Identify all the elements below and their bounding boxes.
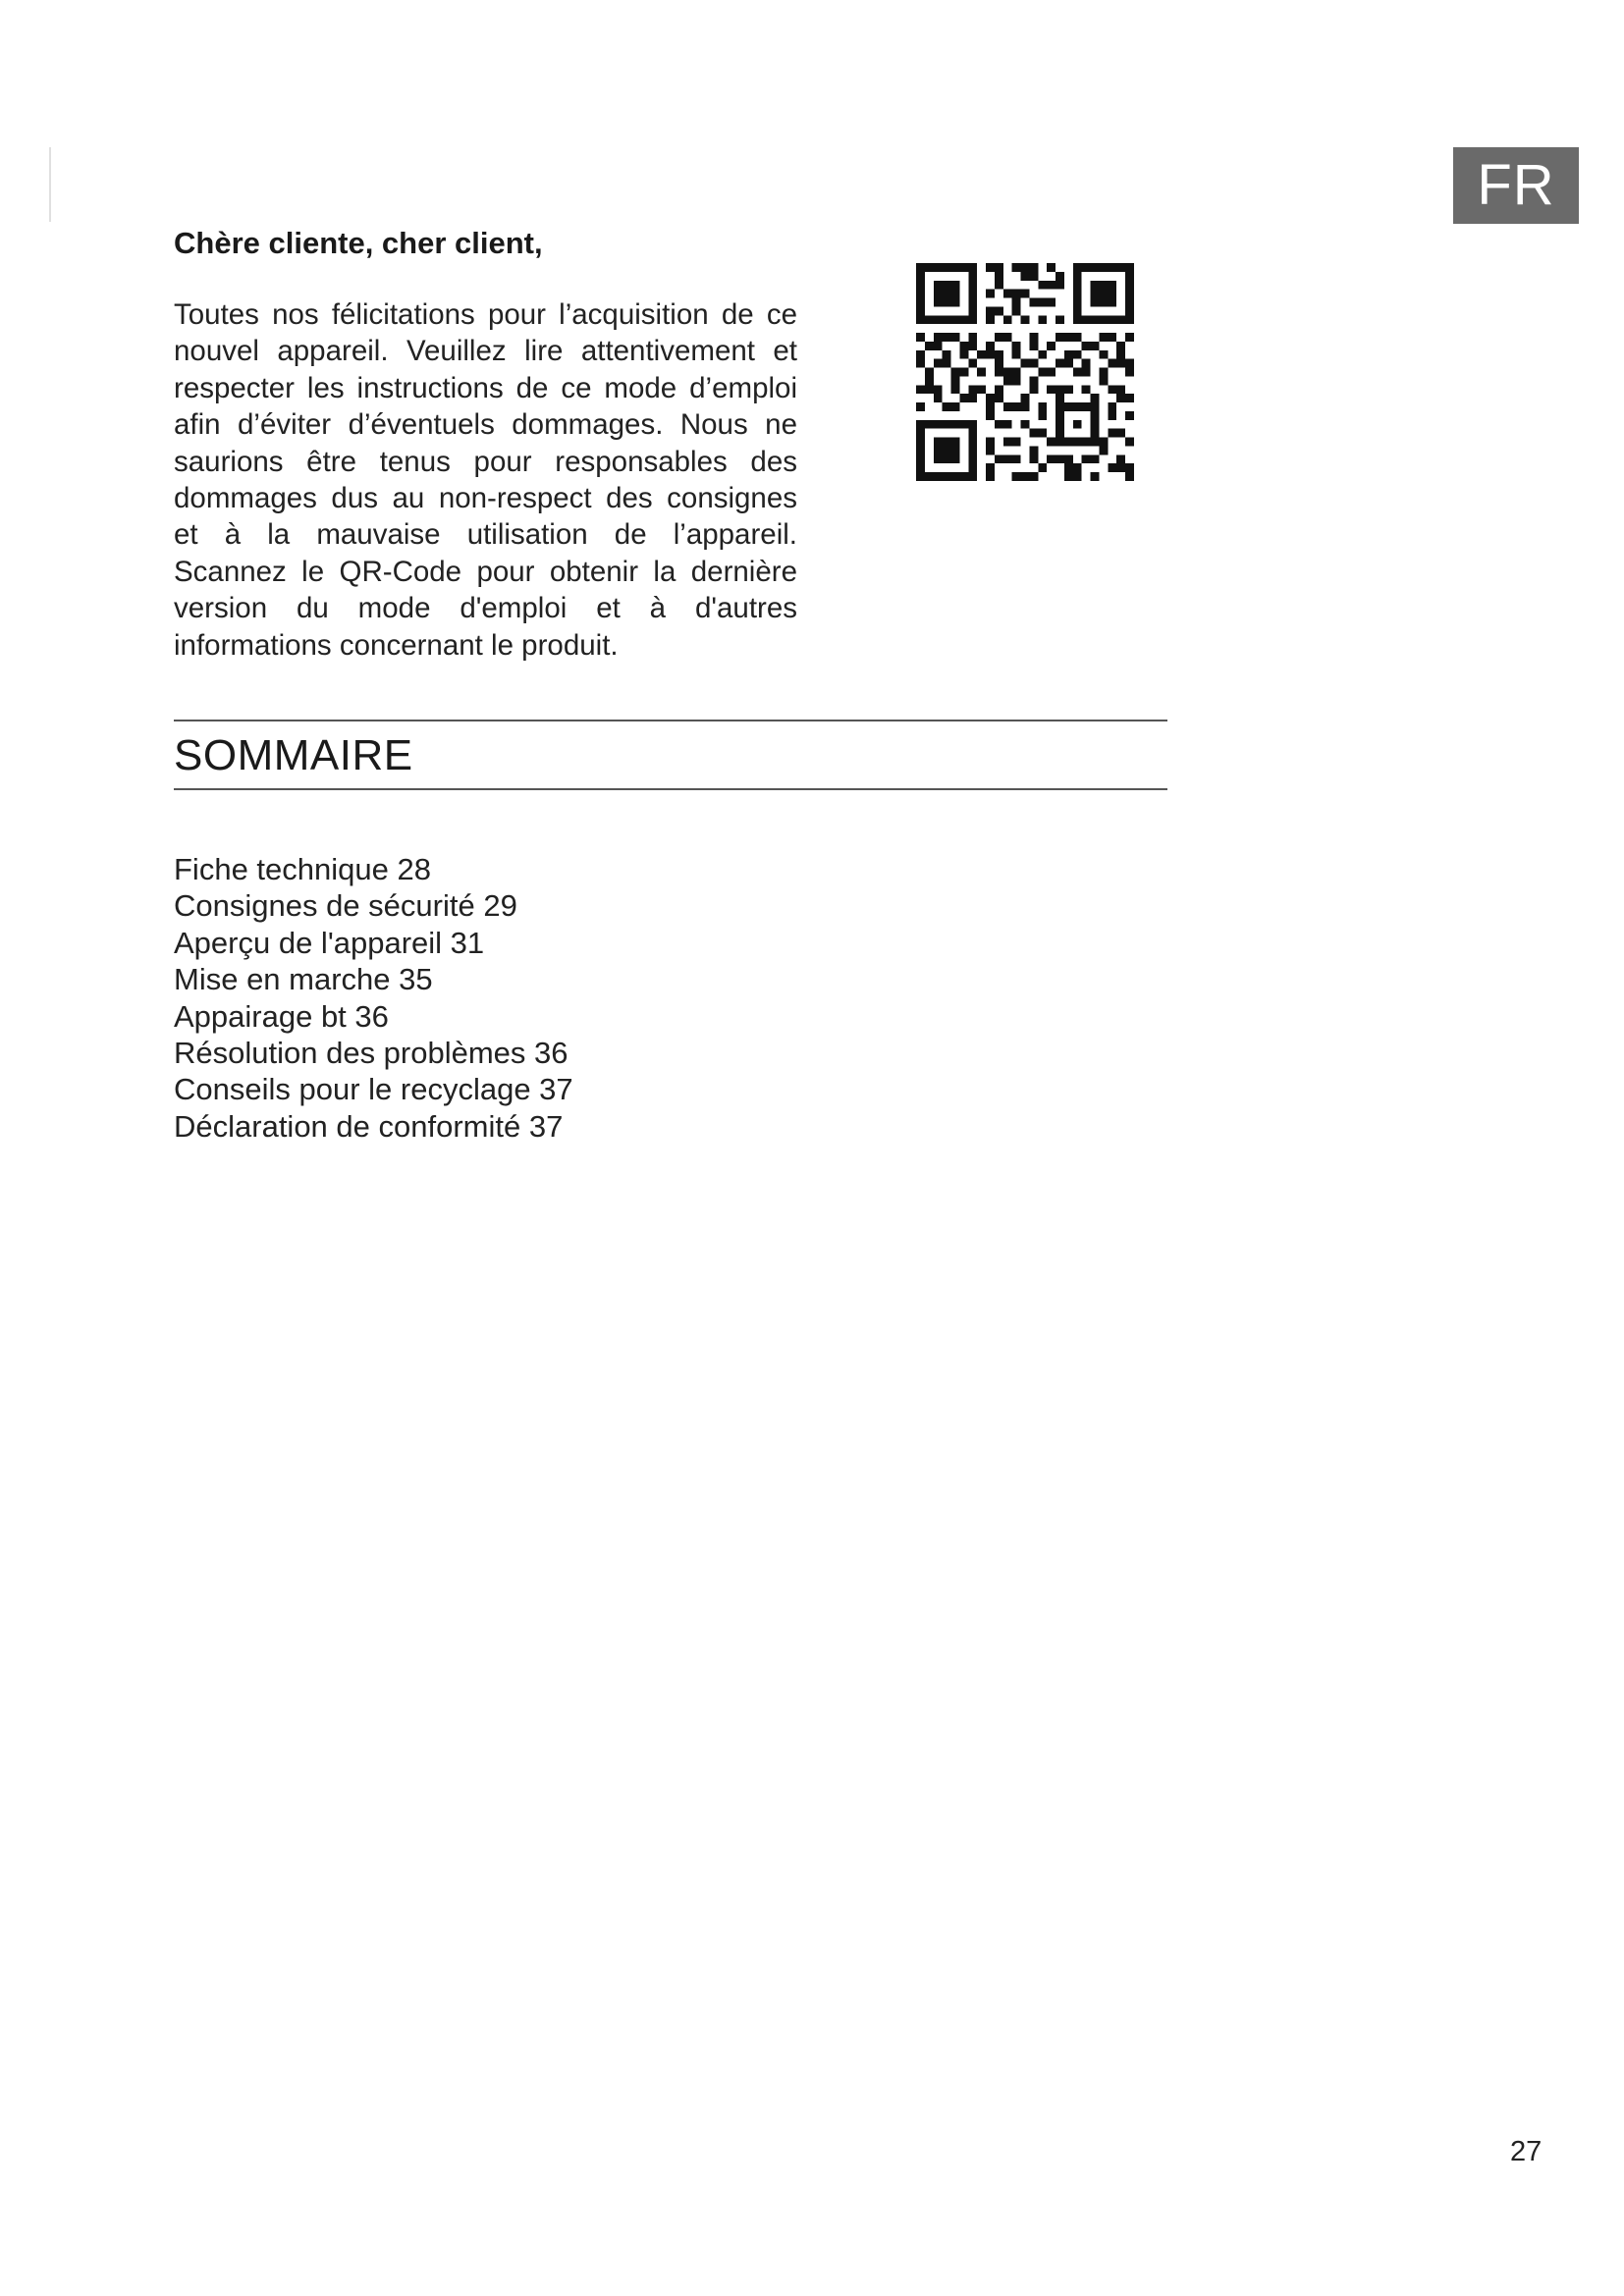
- toc-title: SOMMAIRE: [174, 731, 413, 779]
- toc-item[interactable]: Déclaration de conformité 37: [174, 1108, 564, 1144]
- toc-item[interactable]: Résolution des problèmes 36: [174, 1036, 568, 1071]
- greeting: Chère cliente, cher client,: [174, 226, 543, 260]
- toc-item[interactable]: Consignes de sécurité 29: [174, 888, 517, 924]
- qr-code-icon: [916, 263, 1134, 481]
- toc-item[interactable]: Appairage bt 36: [174, 998, 389, 1034]
- toc-bottom-rule: [174, 788, 1167, 790]
- toc-item[interactable]: Fiche technique 28: [174, 852, 431, 886]
- toc-list: [174, 851, 573, 1145]
- toc-item[interactable]: Mise en marche 35: [174, 962, 433, 997]
- page-number: 27: [1510, 2136, 1543, 2167]
- toc-item[interactable]: Conseils pour le recyclage 37: [174, 1072, 573, 1107]
- toc-item[interactable]: Aperçu de l'appareil 31: [174, 925, 485, 960]
- toc-top-rule: [174, 720, 1167, 721]
- margin-line: [49, 147, 51, 222]
- language-tab: FR: [1453, 147, 1579, 224]
- intro-paragraph: Toutes nos félicitations pour l’acquisition de ce nouvel appareil. Veuillez lire attentivement et respecter les instructions de ce mode d’emploi afin d’éviter d’éventuels dommages. Nous ne saurions être tenus pour responsables des dommages dus au non-respect des consignes et à la mauvaise utilisation de l’appareil. Scannez le QR-Code pour obtenir la dernière version du mode d'emploi et à d'autres informations concernant le produit.: [174, 298, 797, 662]
